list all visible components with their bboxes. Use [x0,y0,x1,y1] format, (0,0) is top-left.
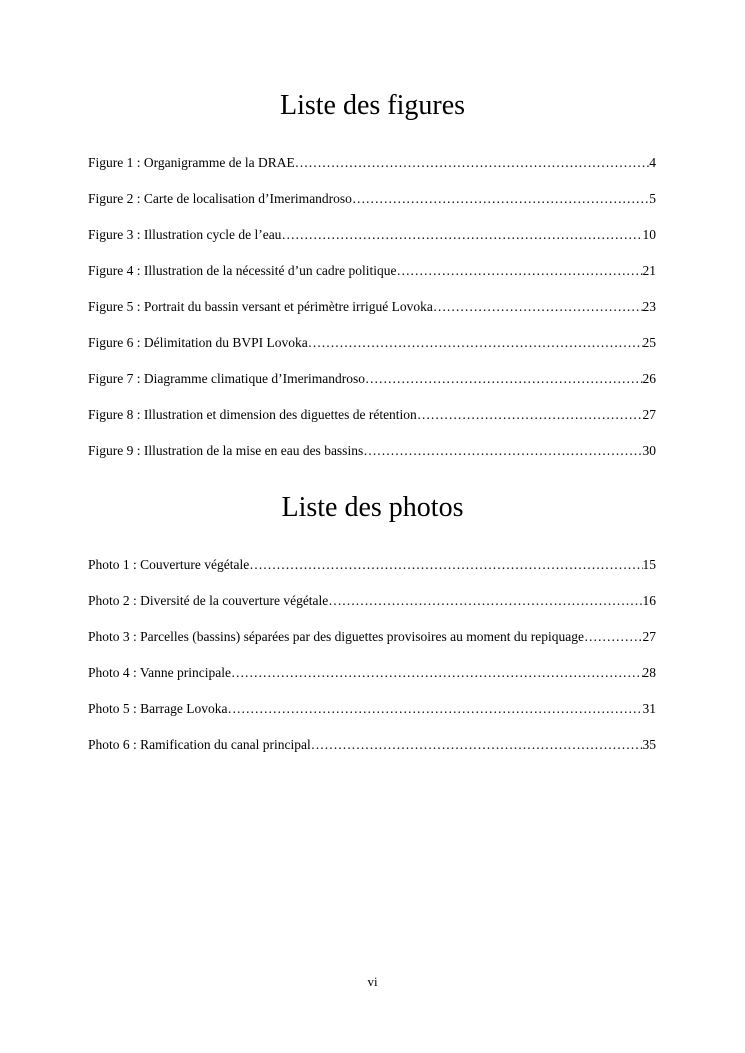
entry-page-number: 10 [642,227,656,242]
dot-leader [417,406,643,424]
dot-leader [308,334,643,352]
dot-leader [249,556,642,574]
figure-entry [88,262,656,298]
entry-page-number: 31 [642,701,656,716]
entry-label: Photo 2 : Diversité de la couverture végétale [88,593,329,608]
dot-leader [352,190,649,208]
list-of-figures-title: Liste des figures [279,90,466,121]
dot-leader [311,736,643,754]
figure-entry [88,442,656,478]
entry-label: Figure 4 : Illustration de la nécessité d’un cadre politique [88,263,397,278]
entry-page-number: 5 [649,191,656,206]
entry-page-number: 15 [642,557,656,572]
dot-leader [227,700,642,718]
photo-entry [88,664,656,700]
entry-page-number: 25 [642,335,656,350]
entry-page-number: 27 [642,407,656,422]
photo-entry [88,592,656,628]
entry-page-number: 23 [642,299,656,314]
entry-page-number: 21 [642,263,656,278]
entry-label: Photo 5 : Barrage Lovoka [88,701,228,716]
entry-label: Photo 4 : Vanne principale [88,665,231,680]
dot-leader [397,262,643,280]
figure-entry [88,298,656,334]
photos-list [88,556,656,772]
figure-entry [88,190,656,226]
entry-label: Figure 7 : Diagramme climatique d’Imerimandroso [88,371,366,386]
entry-label: Figure 6 : Délimitation du BVPI Lovoka [88,335,308,350]
dot-leader [363,442,642,460]
figures-list [88,154,656,478]
dot-leader [433,298,643,316]
entry-page-number: 27 [642,629,656,644]
entry-page-number: 16 [642,593,656,608]
entry-label: Figure 3 : Illustration cycle de l’eau [88,227,282,242]
dot-leader [295,154,650,172]
entry-label: Photo 3 : Parcelles (bassins) séparées par des diguettes provisoires au moment du repiquage [88,629,584,644]
entry-label: Photo 1 : Couverture végétale [88,557,250,572]
dot-leader [365,370,642,388]
figure-entry [88,226,656,262]
entry-label: Figure 1 : Organigramme de la DRAE [88,155,295,170]
entry-page-number: 28 [642,665,656,680]
photo-entry [88,736,656,772]
figure-entry [88,370,656,406]
dot-leader [281,226,642,244]
dot-leader [328,592,642,610]
page-number: vi [367,974,378,989]
figure-entry [88,154,656,190]
entry-label: Figure 5 : Portrait du bassin versant et périmètre irrigué Lovoka [88,299,433,314]
list-of-photos-title: Liste des photos [281,492,464,523]
entry-label: Figure 2 : Carte de localisation d’Imerimandroso [88,191,352,206]
figure-entry [88,406,656,442]
entry-page-number: 35 [642,737,656,752]
dot-leader [584,628,643,646]
entry-page-number: 4 [649,155,656,170]
photo-entry [88,556,656,592]
photo-entry [88,628,656,664]
figure-entry [88,334,656,370]
entry-label: Figure 9 : Illustration de la mise en eau des bassins [88,443,364,458]
entry-page-number: 26 [642,371,656,386]
entry-label: Photo 6 : Ramification du canal principal [88,737,311,752]
photo-entry [88,700,656,736]
entry-page-number: 30 [642,443,656,458]
dot-leader [231,664,643,682]
entry-label: Figure 8 : Illustration et dimension des diguettes de rétention [88,407,417,422]
